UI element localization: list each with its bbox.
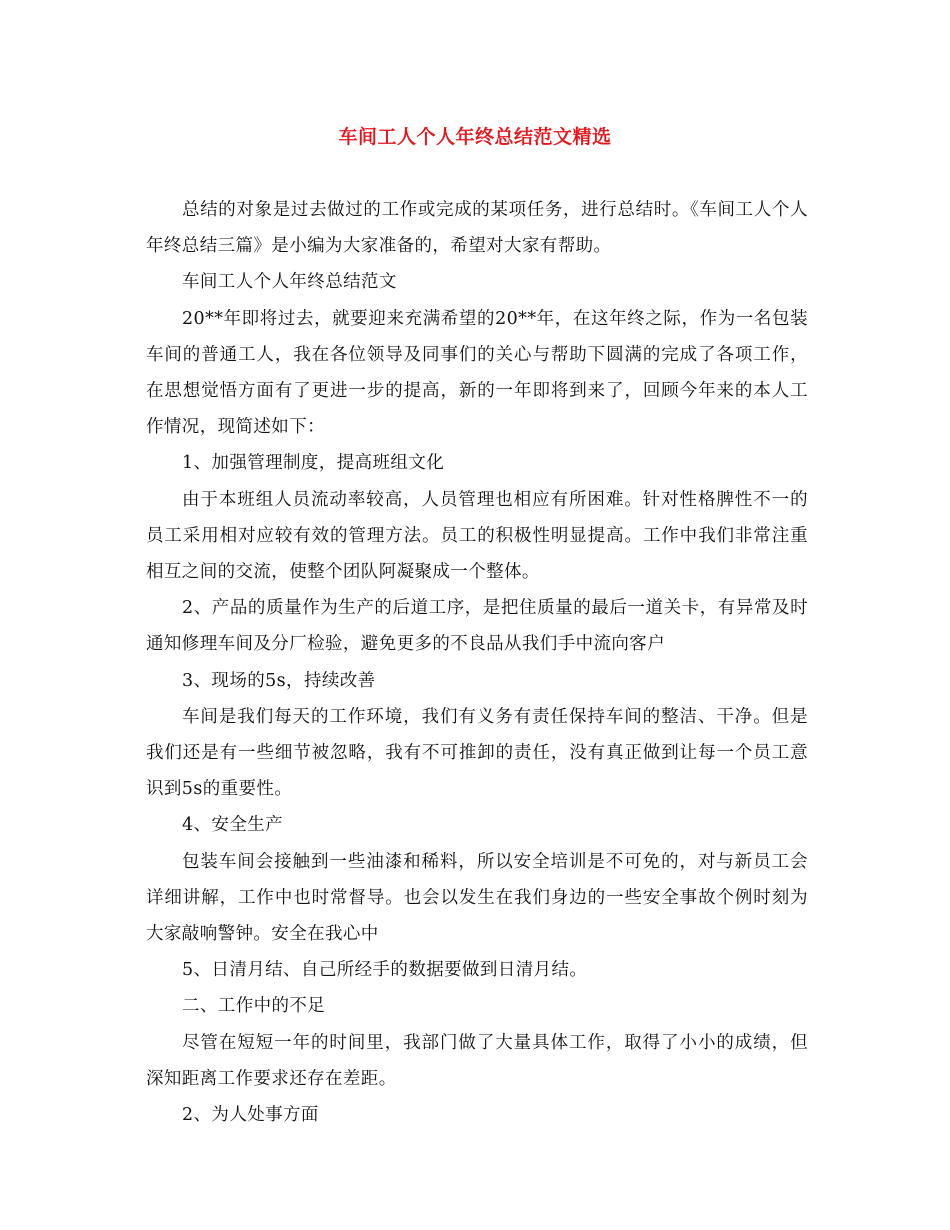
document-body: [146, 192, 808, 1133]
paragraph-heading-1: 1、加强管理制度，提高班组文化: [182, 453, 445, 474]
paragraph-management: 由于本班组人员流动率较高，人员管理也相应有所困难。针对性格脾性不一的员工采用相对应较有效的管理方法。员工的积极性明显提高。工作中我们非常注重相互之间的交流，使整个团队阿凝聚成一个整体。: [146, 489, 808, 583]
paragraph-heading-3: 3、现场的5s，持续改善: [182, 670, 376, 691]
paragraph-safety: 包装车间会接触到一些油漆和稀料，所以安全培训是不可免的，对与新员工会详细讲解，工作中也时常督导。也会以发生在我们身边的一些安全事故个例时刻为大家敲响警钟。安全在我心中: [146, 851, 808, 945]
paragraph-5s: 车间是我们每天的工作环境，我们有义务有责任保持车间的整洁、干净。但是我们还是有一些细节被忽略，我有不可推卸的责任，没有真正做到让每一个员工意识到5s的重要性。: [146, 706, 808, 800]
paragraph-item-5: 5、日清月结、自己所经手的数据要做到日清月结。: [182, 960, 588, 981]
paragraph-heading-conduct: 2、为人处事方面: [182, 1105, 319, 1126]
document-title: 车间工人个人年终总结范文精选: [338, 126, 612, 148]
paragraph-subtitle: 车间工人个人年终总结范文: [182, 272, 397, 293]
paragraph-heading-shortcomings: 二、工作中的不足: [182, 996, 326, 1017]
paragraph-opening: 20**年即将过去，就要迎来充满希望的20**年，在这年终之际，作为一名包装车间的普通工人，我在各位领导及同事们的关心与帮助下圆满的完成了各项工作，在思想觉悟方面有了更进一步的提高，新的一年即将到来了，回顾今年来的本人工作情况，现简述如下：: [146, 308, 808, 438]
paragraph-heading-4: 4、安全生产: [182, 815, 284, 836]
paragraph-intro: 总结的对象是过去做过的工作或完成的某项任务，进行总结时。《车间工人个人年终总结三篇》是小编为大家准备的，希望对大家有帮助。: [146, 200, 808, 257]
paragraph-quality: 2、产品的质量作为生产的后道工序，是把住质量的最后一道关卡，有异常及时通知修理车间及分厂检验，避免更多的不良品从我们手中流向客户: [146, 598, 808, 655]
paragraph-shortcomings: 尽管在短短一年的时间里，我部门做了大量具体工作，取得了小小的成绩，但深知距离工作要求还存在差距。: [146, 1032, 808, 1089]
